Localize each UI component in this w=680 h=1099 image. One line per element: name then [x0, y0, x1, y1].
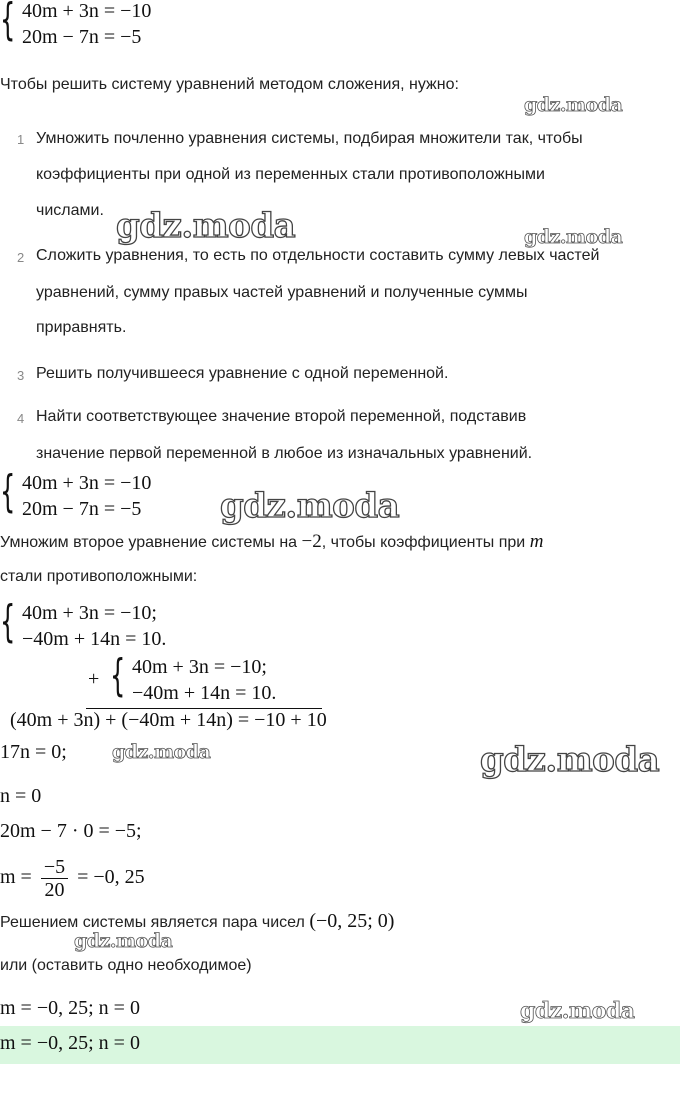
answer-highlight-box: [0, 1026, 680, 1064]
calc-step-1: 17n = 0;: [0, 741, 67, 763]
answer-plain: m = −0, 25; n = 0: [0, 997, 140, 1019]
m-rhs: = −0, 25: [77, 866, 145, 889]
left-brace: {: [0, 0, 16, 45]
addition-system: [110, 650, 350, 706]
step-1-line-1: Умножить почленно уравнения системы, подбирая множители так, чтобы: [36, 130, 583, 147]
left-brace: {: [0, 466, 16, 517]
answer-highlight: m = −0, 25; n = 0: [0, 1032, 140, 1054]
plus-sign: +: [88, 668, 100, 690]
step-4-line-1: Найти соответствующее значение второй переменной, подставив: [36, 408, 527, 425]
step-number-2: 2: [17, 250, 25, 265]
step-1-line-3: числами.: [36, 202, 104, 219]
multiply-text-middle: , чтобы коэффициенты при: [321, 534, 526, 551]
watermark: gdz.moda: [524, 226, 623, 248]
watermark: gdz.moda: [520, 998, 635, 1024]
multiply-text-before: Умножим второе уравнение системы на: [0, 534, 298, 551]
system-equation-2: −40m + 14n = 10.: [22, 628, 167, 650]
system-equation-2: 20m − 7n = −5: [22, 26, 142, 48]
calc-step-3: 20m − 7 · 0 = −5;: [0, 820, 142, 842]
or-text: или (оставить одно необходимое): [0, 957, 252, 974]
left-brace: {: [110, 650, 126, 701]
system-2: [0, 466, 200, 522]
solution-pair: (−0, 25; 0): [309, 910, 395, 932]
multiply-text-line-2: стали противоположными:: [0, 568, 198, 585]
fraction: [41, 856, 68, 901]
watermark: gdz.moda: [112, 741, 211, 763]
calc-step-2: n = 0: [0, 785, 42, 807]
multiply-factor: −2: [301, 531, 322, 552]
step-3-line-1: Решить получившееся уравнение с одной переменной.: [36, 365, 449, 382]
multiply-text-line-1: [0, 531, 543, 553]
solution-text-main: Решением системы является пара чисел: [0, 914, 305, 931]
system-3: [0, 596, 240, 652]
addition-equation-2: −40m + 14n = 10.: [132, 682, 277, 704]
step-2-line-3: приравнять.: [36, 319, 127, 336]
step-number-1: 1: [17, 132, 25, 147]
addition-equation-1: 40m + 3n = −10;: [132, 656, 267, 678]
step-4-line-2: значение первой переменной в любое из изначальных уравнений.: [36, 445, 533, 462]
multiply-variable: m: [529, 531, 544, 552]
fraction-numerator: −5: [41, 856, 68, 879]
system-equation-1: 40m + 3n = −10;: [22, 602, 157, 624]
solution-text: [0, 910, 394, 933]
step-1-line-2: коэффициенты при одной из переменных стали противоположными: [36, 166, 545, 183]
left-brace: {: [0, 596, 16, 647]
step-number-3: 3: [17, 368, 25, 383]
initial-system: [0, 0, 200, 50]
watermark: gdz.moda: [524, 94, 623, 116]
step-2-line-1: Сложить уравнения, то есть по отдельности составить сумму левых частей: [36, 247, 600, 264]
system-equation-2: 20m − 7n = −5: [22, 498, 142, 520]
sum-equation: (40m + 3n) + (−40m + 14n) = −10 + 10: [10, 709, 327, 731]
step-2-line-2: уравнений, сумму правых частей уравнений и полученные суммы: [36, 284, 528, 301]
m-lhs: m =: [0, 866, 32, 889]
m-fraction-line: [0, 856, 145, 901]
intro-text: Чтобы решить систему уравнений методом сложения, нужно:: [0, 76, 459, 93]
watermark: gdz.moda: [220, 486, 400, 526]
step-number-4: 4: [17, 411, 25, 426]
watermark: gdz.moda: [480, 740, 660, 780]
fraction-denominator: 20: [44, 879, 65, 901]
watermark: gdz.moda: [74, 930, 173, 952]
watermark: gdz.moda: [116, 206, 296, 246]
system-equation-1: 40m + 3n = −10: [22, 0, 152, 22]
system-equation-1: 40m + 3n = −10: [22, 472, 152, 494]
